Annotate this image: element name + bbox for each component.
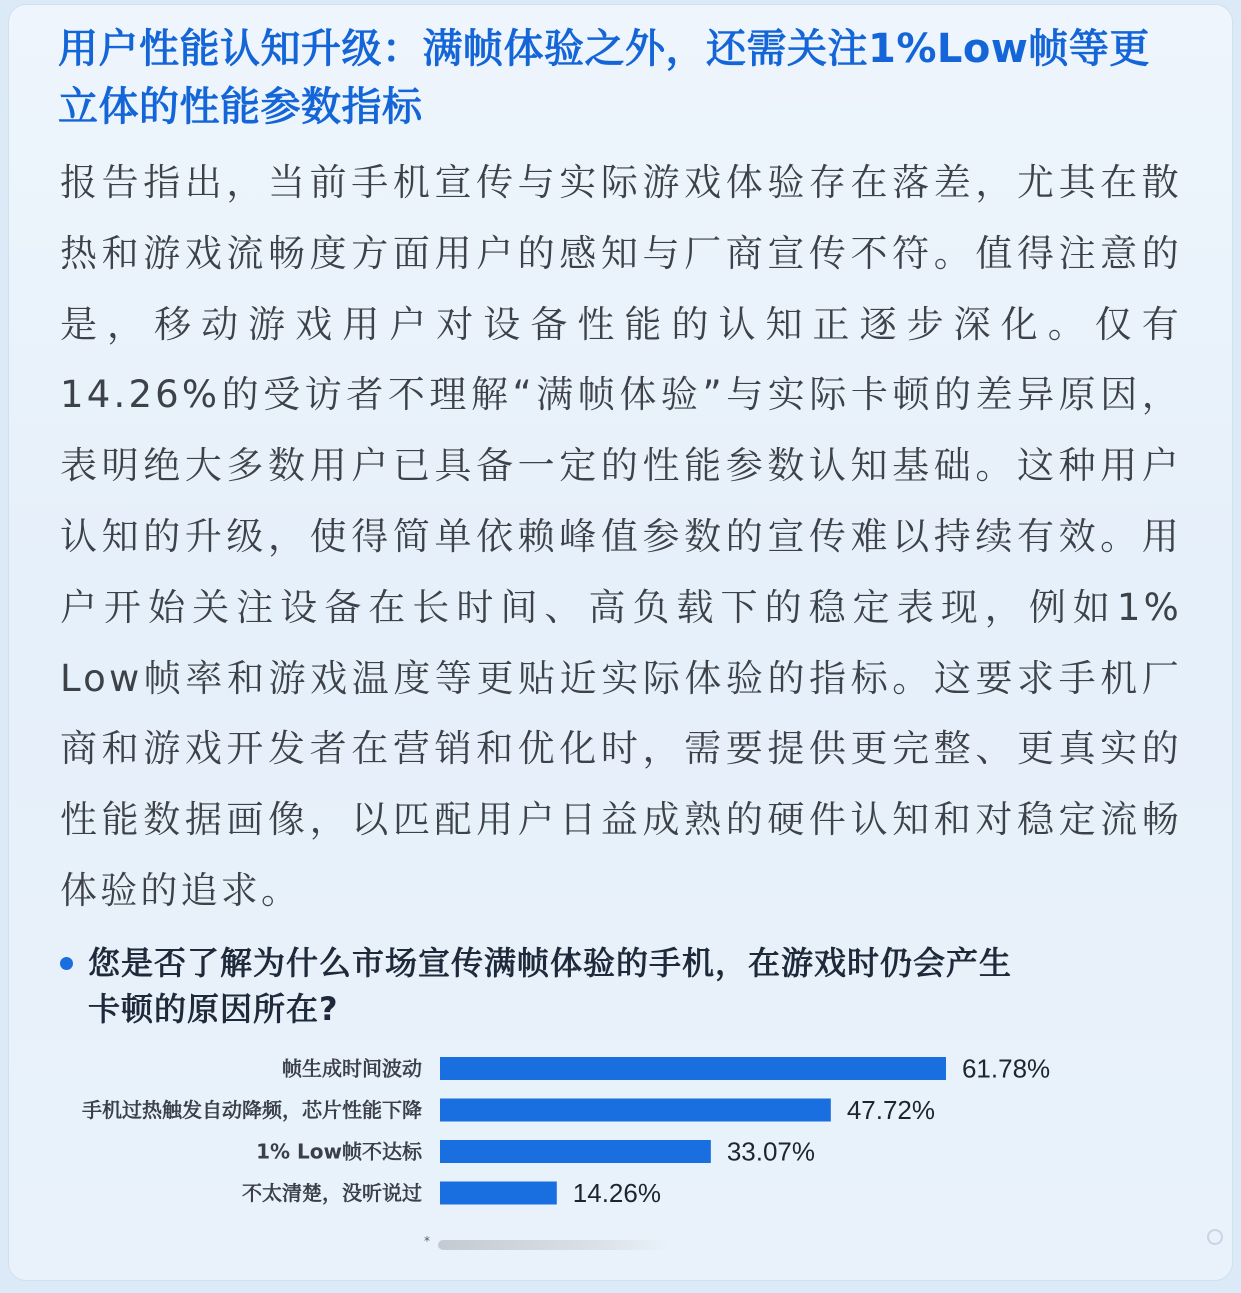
bar [440, 1182, 557, 1205]
blurred-source-note [438, 1240, 670, 1250]
category-label: 手机过热触发自动降频，芯片性能下降 [82, 1098, 422, 1122]
category-label: 不太清楚，没听说过 [242, 1181, 422, 1205]
corner-circle-icon [1207, 1229, 1223, 1245]
value-label: 14.26% [572, 1178, 661, 1208]
bar-chart [0, 1040, 1241, 1225]
footnote-marker: * [424, 1234, 430, 1248]
value-label: 33.07% [726, 1136, 816, 1167]
question-text: 您是否了解为什么市场宣传满帧体验的手机，在游戏时仍会产生卡顿的原因所在? [88, 944, 1013, 1028]
bullet-dot-icon [60, 957, 73, 970]
report-paragraph: 报告指出，当前手机宣传与实际游戏体验存在落差，尤其在散热和游戏流畅度方面用户的感知与厂商宣传不符。值得注意的是，移动游戏用户对设备性能的认知正逐步深化。仅有14.26%的受访者不理解“满帧体验”与实际卡顿的差异原因，表明绝大多数用户已具备一定的性能参数认知基础。这种用户认知的升级，使得简单依赖峰值参数的宣传难以持续有效。用户开始关注设备在长时间、高负载下的稳定表现，例如1% Low帧率和游戏温度等更贴近实际体验的指标。这要求手机厂商和游戏开发者在营销和优化时，需要提供更完整、更真实的性能数据画像，以匹配用户日益成熟的硬件认知和对稳定流畅体验的追求。 [60, 161, 1182, 912]
category-label: 1% Low帧不达标 [256, 1139, 422, 1164]
category-label: 帧生成时间波动 [282, 1056, 422, 1081]
value-label: 61.78% [961, 1053, 1051, 1084]
bar [440, 1140, 711, 1163]
page-title: 用户性能认知升级：满帧体验之外，还需关注1%Low帧等更立体的性能参数指标 [58, 26, 1150, 130]
bar [440, 1057, 946, 1080]
value-label: 47.72% [846, 1095, 936, 1125]
bar [440, 1099, 831, 1122]
